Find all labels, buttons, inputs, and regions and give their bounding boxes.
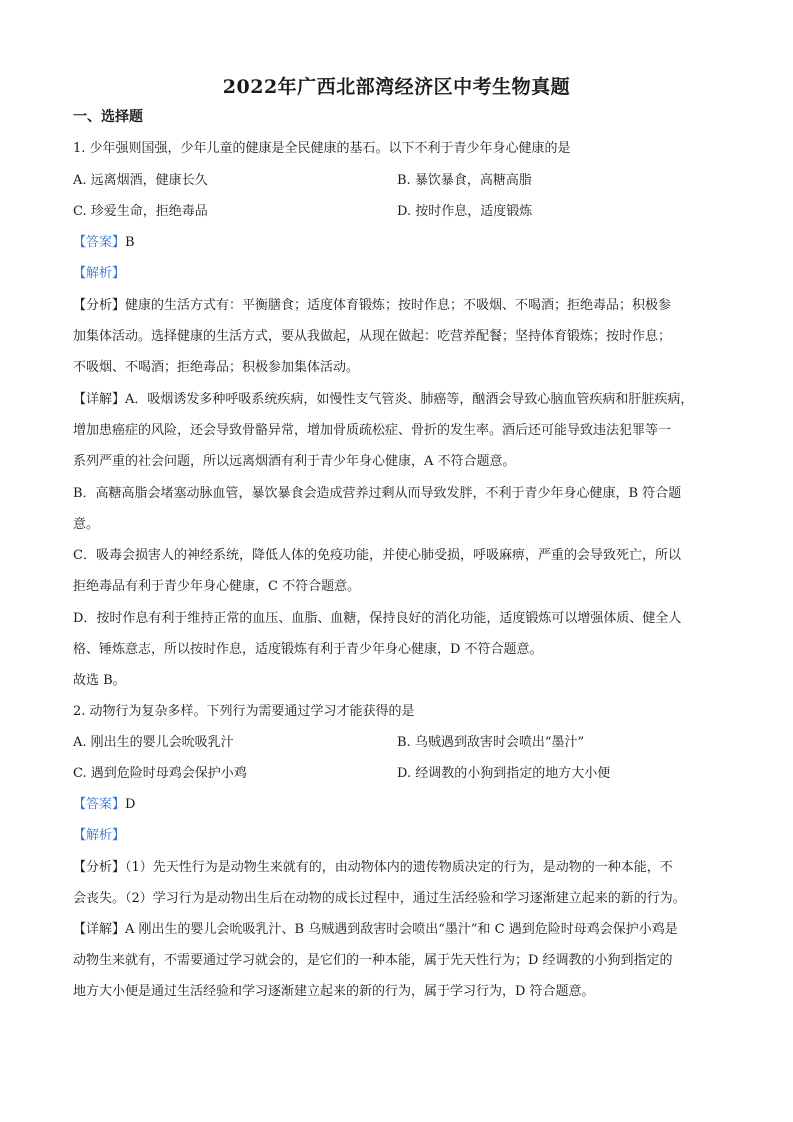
q1-detail-b-line-1: B．高糖高脂会堵塞动脉血管，暴饮暴食会造成营养过剩从而导致发胖，不利于青少年身心健康，B 符合题 (73, 486, 682, 501)
q1-fenxi-line-3: 不吸烟、不喝酒；拒绝毒品；积极参加集体活动。 (73, 360, 360, 375)
q1-detail-a-line-1 (73, 390, 723, 410)
answer-tag: 【答案】 (73, 235, 126, 250)
q1-detail-d-line-2: 格、锤炼意志，所以按时作息，适度锻炼有利于青少年身心健康，D 不符合题意。 (73, 642, 543, 657)
q1-analysis-heading (73, 264, 723, 284)
q1-fenxi-line-1 (73, 296, 723, 316)
analysis-tag: 【解析】 (73, 266, 126, 281)
section-heading: 一、选择题 (73, 109, 143, 125)
page-title: 2022年广西北部湾经济区中考生物真题 (222, 76, 571, 98)
q1-option-a: A. 远离烟酒，健康长久 (73, 173, 208, 188)
q1-conclusion: 故选 B。 (73, 673, 126, 688)
q1-detail-b-line-2: 意。 (73, 517, 100, 532)
q2-fenxi-line-1 (73, 858, 723, 878)
q2-detail-line-2: 动物生来就有，不需要通过学习就会的，是它们的一种本能，属于先天性行为；D 经调教的小狗到指定的 (73, 953, 673, 968)
fenxi-tag: 【分析】 (73, 298, 126, 313)
analysis-tag: 【解析】 (73, 828, 126, 843)
fenxi-text: （1）先天性行为是动物生来就有的，由动物体内的遗传物质决定的行为，是动物的一种本能，不 (125, 860, 673, 875)
xiangjie-tag: 【详解】 (73, 922, 126, 937)
answer-value: D (125, 797, 136, 812)
q1-detail-d-line-1: D．按时作息有利于维持正常的血压、血脂、血糖，保持良好的消化功能，适度锻炼可以增强体质、健全人 (73, 611, 682, 626)
q2-option-a: A. 刚出生的婴儿会吮吸乳汁 (73, 735, 234, 750)
q2-stem: 2. 动物行为复杂多样。下列行为需要通过学习才能获得的是 (73, 704, 415, 719)
answer-value: B (125, 235, 135, 250)
q1-stem: 1. 少年强则国强，少年儿童的健康是全民健康的基石。以下不利于青少年身心健康的是 (73, 141, 571, 156)
q1-detail-c-line-2: 拒绝毒品有利于青少年身心健康，C 不符合题意。 (73, 579, 361, 594)
detail-text: A．吸烟诱发多种呼吸系统疾病，如慢性支气管炎、肺癌等，酗酒会导致心脑血管疾病和肝脏疾病， (125, 392, 694, 407)
q2-analysis-heading (73, 826, 723, 846)
q1-detail-c-line-1: C．吸毒会损害人的神经系统，降低人体的免疫功能，并使心肺受损，呼吸麻痹，严重的会导致死亡，所以 (73, 548, 681, 563)
q1-option-c: C. 珍爱生命，拒绝毒品 (73, 204, 208, 219)
q2-answer (73, 795, 723, 815)
q1-answer (73, 233, 723, 253)
q2-detail-line-3: 地方大小便是通过生活经验和学习逐渐建立起来的新的行为，属于学习行为，D 符合题意。 (73, 984, 595, 999)
q2-option-b: B. 乌贼遇到敌害时会喷出“墨汁” (397, 735, 585, 750)
detail-text: A 刚出生的婴儿会吮吸乳汁、B 乌贼遇到敌害时会喷出“墨汁”和 C 遇到危险时母鸡会保护小鸡是 (125, 922, 678, 937)
fenxi-text: 健康的生活方式有：平衡膳食；适度体育锻炼；按时作息；不吸烟、不喝酒；拒绝毒品；积极参 (125, 298, 672, 313)
fenxi-tag: 【分析】 (73, 860, 126, 875)
q1-detail-a-line-2: 增加患癌症的风险，还会导致骨骼异常，增加骨质疏松症、骨折的发生率。酒后还可能导致违法犯罪等一 (73, 423, 672, 438)
q1-option-b: B. 暴饮暴食，高糖高脂 (397, 173, 532, 188)
answer-tag: 【答案】 (73, 797, 126, 812)
q2-option-c: C. 遇到危险时母鸡会保护小鸡 (73, 766, 247, 781)
q1-fenxi-line-2: 加集体活动。选择健康的生活方式，要从我做起，从现在做起：吃营养配餐；坚持体育锻炼；按时作息； (73, 329, 672, 344)
q2-fenxi-line-2: 会丧失。（2）学习行为是动物出生后在动物的成长过程中，通过生活经验和学习逐渐建立起来的新的行为。 (73, 891, 686, 906)
q2-option-d: D. 经调教的小狗到指定的地方大小便 (397, 766, 611, 781)
q1-detail-a-line-3: 系列严重的社会问题，所以远离烟酒有利于青少年身心健康，A 不符合题意。 (73, 454, 516, 469)
q1-option-d: D. 按时作息，适度锻炼 (397, 204, 533, 219)
q2-detail-line-1 (73, 920, 723, 940)
xiangjie-tag: 【详解】 (73, 392, 126, 407)
